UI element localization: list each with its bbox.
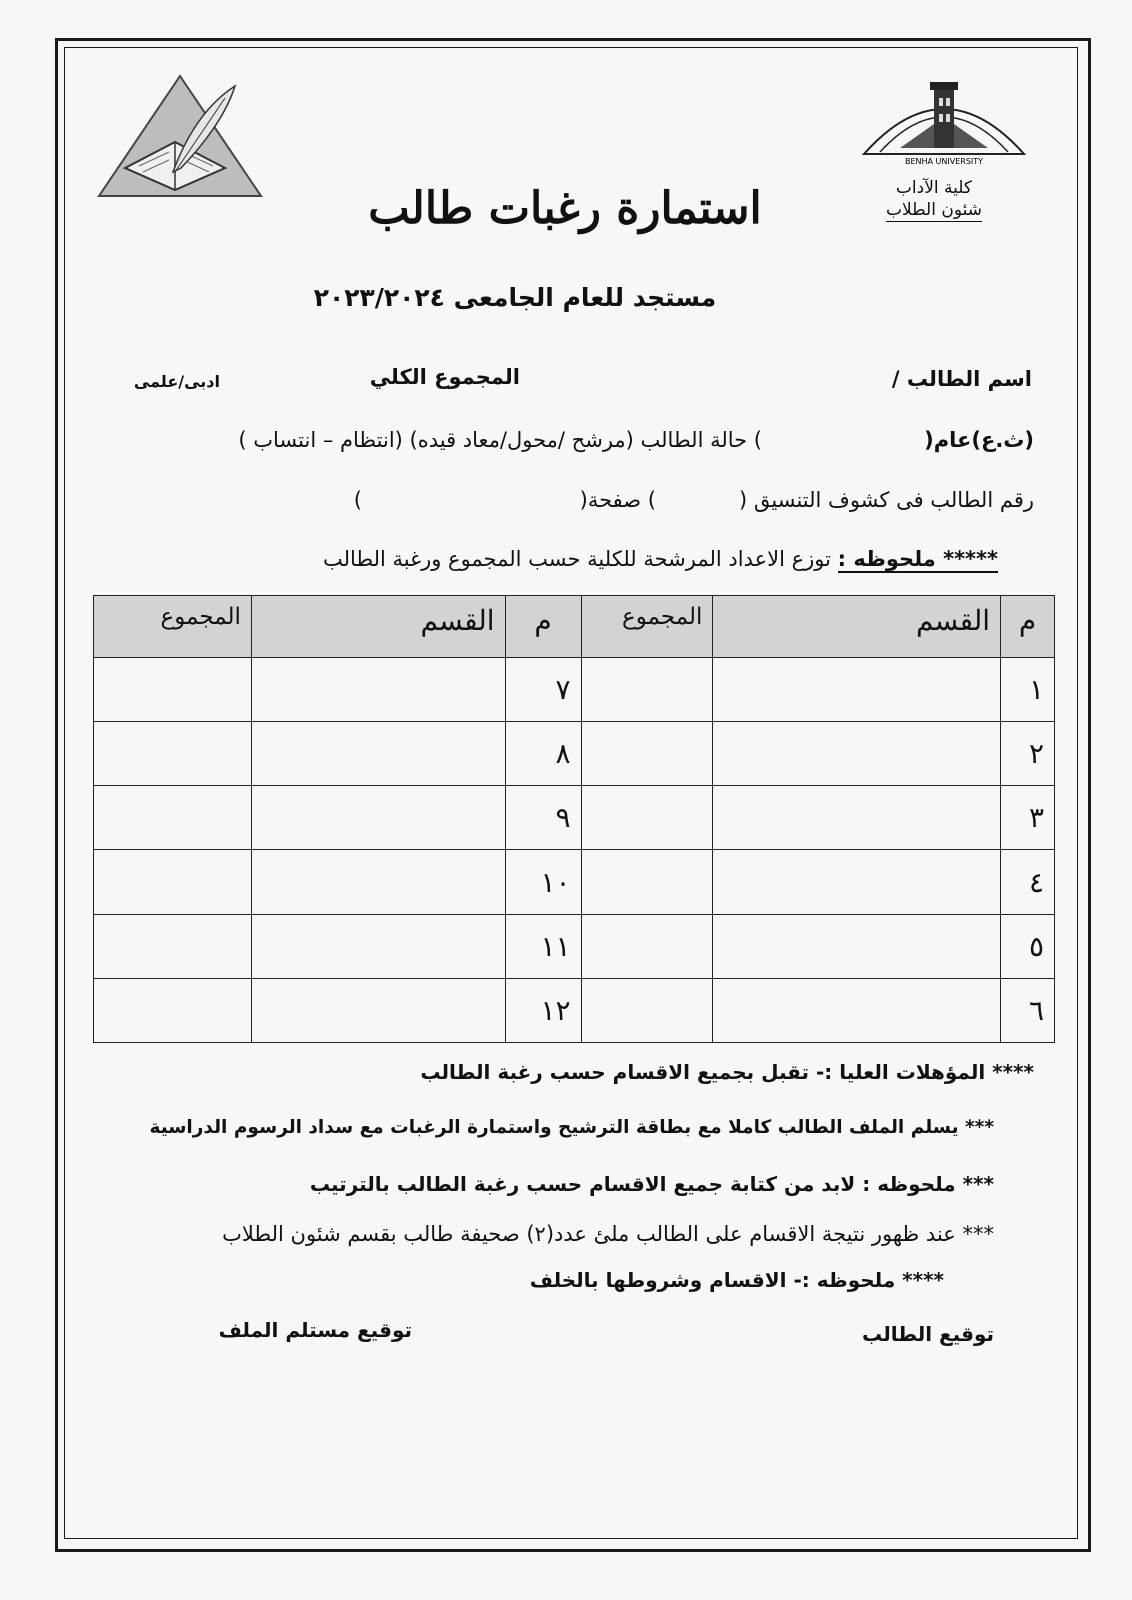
- row-number: ١١: [505, 914, 581, 978]
- distribution-note: [323, 547, 998, 571]
- pen-book-logo-icon: [95, 72, 265, 202]
- note-results: *** عند ظهور نتيجة الاقسام على الطالب ملئ عدد(٢) صحيفة طالب بقسم شئون الطلاب: [222, 1222, 994, 1246]
- table-row: [94, 722, 1055, 786]
- preferences-table: [93, 595, 1055, 1043]
- total-input-cell[interactable]: [94, 786, 252, 850]
- table-row: [94, 914, 1055, 978]
- track-label: ادبى/علمى: [133, 372, 220, 391]
- faculty-name: كلية الآداب: [895, 178, 973, 198]
- student-status-text: ) حالة الطالب (مرشح /محول/معاد قيده) (انتظام – انتساب ): [238, 428, 762, 452]
- row-number: ٧: [505, 658, 581, 722]
- table-row: [94, 850, 1055, 914]
- receiver-signature-label: توقيع مستلم الملف: [218, 1318, 412, 1342]
- section-input-cell[interactable]: [251, 914, 505, 978]
- section-input-cell[interactable]: [251, 722, 505, 786]
- note-conditions: [530, 1268, 944, 1292]
- table-header-row: [94, 596, 1055, 658]
- total-score-label: المجموع الكلي: [369, 365, 520, 389]
- total-input-cell[interactable]: [581, 722, 713, 786]
- table-row: [94, 658, 1055, 722]
- certificate-label: (ث.ع)عام(: [924, 428, 1034, 452]
- section-input-cell[interactable]: [713, 850, 1001, 914]
- row-number: ٥: [1001, 914, 1055, 978]
- university-seal-text: BENHA UNIVERSITY: [904, 157, 984, 166]
- total-input-cell[interactable]: [94, 850, 252, 914]
- section-input-cell[interactable]: [251, 658, 505, 722]
- header-total-right: المجموع: [581, 596, 713, 658]
- table-row: [94, 786, 1055, 850]
- note-order-sections: [310, 1172, 994, 1196]
- row-number: ٢: [1001, 722, 1055, 786]
- form-subtitle: مستجد للعام الجامعى ٢٠٢٣/٢٠٢٤: [313, 283, 717, 312]
- total-input-cell[interactable]: [581, 978, 713, 1042]
- note1-bold: المؤهلات العليا: [839, 1060, 986, 1084]
- section-input-cell[interactable]: [251, 786, 505, 850]
- total-input-cell[interactable]: [94, 978, 252, 1042]
- note-higher-qualifications: [420, 1060, 1034, 1084]
- row-number: ١: [1001, 658, 1055, 722]
- page-number-label: ) صفحة(: [579, 488, 656, 512]
- student-signature-label: توقيع الطالب: [862, 1322, 994, 1346]
- header-total-left: المجموع: [94, 596, 252, 658]
- section-input-cell[interactable]: [713, 658, 1001, 722]
- note3-text: : لابد من كتابة جميع الاقسام حسب رغبة الطالب بالترتيب: [309, 1172, 871, 1196]
- row-number: ٣: [1001, 786, 1055, 850]
- row-number: ١٠: [505, 850, 581, 914]
- section-input-cell[interactable]: [251, 978, 505, 1042]
- university-logo-icon: [860, 68, 1028, 168]
- section-input-cell[interactable]: [713, 722, 1001, 786]
- section-input-cell[interactable]: [713, 786, 1001, 850]
- total-input-cell[interactable]: [94, 722, 252, 786]
- total-input-cell[interactable]: [581, 658, 713, 722]
- student-name-label: اسم الطالب /: [891, 367, 1032, 391]
- row-number: ٨: [505, 722, 581, 786]
- note-text: توزع الاعداد المرشحة للكلية حسب المجموع ورغبة الطالب: [322, 547, 831, 571]
- section-input-cell[interactable]: [251, 850, 505, 914]
- header-no-right: م: [1001, 596, 1055, 658]
- total-input-cell[interactable]: [94, 658, 252, 722]
- note1-prefix: ****: [992, 1060, 1034, 1084]
- note-file-submission: *** يسلم الملف الطالب كاملا مع بطاقة الترشيح واستمارة الرغبات مع سداد الرسوم الدراسية: [149, 1117, 994, 1138]
- row-number: ١٢: [505, 978, 581, 1042]
- table-row: [94, 978, 1055, 1042]
- total-input-cell[interactable]: [581, 850, 713, 914]
- page-close-paren: ): [353, 488, 362, 512]
- total-input-cell[interactable]: [94, 914, 252, 978]
- row-number: ٦: [1001, 978, 1055, 1042]
- header-section-right: القسم: [713, 596, 1001, 658]
- note5-text: :- الاقسام وشروطها بالخلف: [529, 1268, 810, 1292]
- note1-text: :- تقبل بجميع الاقسام حسب رغبة الطالب: [420, 1060, 833, 1084]
- form-title: استمارة رغبات طالب: [368, 183, 762, 234]
- section-input-cell[interactable]: [713, 914, 1001, 978]
- header-no-left: م: [505, 596, 581, 658]
- header-section-left: القسم: [251, 596, 505, 658]
- total-input-cell[interactable]: [581, 786, 713, 850]
- note3-prefix: *** ملحوظه: [877, 1172, 994, 1196]
- row-number: ٤: [1001, 850, 1055, 914]
- faculty-block: [886, 177, 982, 222]
- note5-prefix: **** ملحوظه: [816, 1268, 944, 1292]
- section-input-cell[interactable]: [713, 978, 1001, 1042]
- total-input-cell[interactable]: [581, 914, 713, 978]
- office-name: شئون الطلاب: [885, 200, 982, 220]
- row-number: ٩: [505, 786, 581, 850]
- note-prefix: ***** ملحوظه :: [837, 547, 998, 571]
- coordination-number-label: رقم الطالب فى كشوف التنسيق (: [739, 488, 1034, 512]
